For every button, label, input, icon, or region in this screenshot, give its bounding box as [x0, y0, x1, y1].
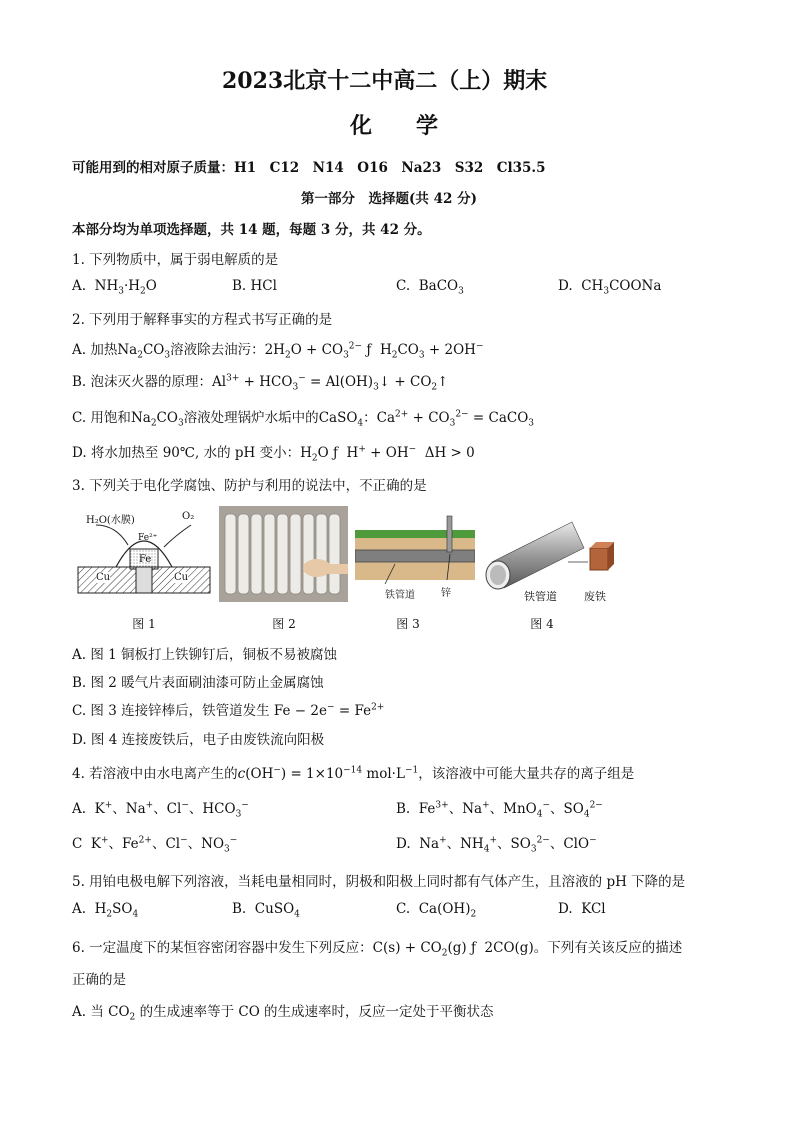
- figure-1-o2-label: O₂: [182, 511, 195, 522]
- q2-option-c: C. 用饱和$Na_2CO_3$溶液处理锅炉水垢中的CaSO$_4$：$Ca^{2+} + CO_3^{2-}$ = CaCO$_3$: [72, 409, 535, 429]
- q1-option-b: B. HCl: [232, 278, 277, 294]
- figure-3: [355, 506, 475, 602]
- q2-option-d: D. 将水加热至 90℃, 水的 pH 变小：$H_2O$ ƒ H+ + OH− ΔH > 0: [72, 444, 475, 464]
- figure-2-caption: 图 2: [272, 617, 296, 631]
- atomic-masses: 可能用到的相对原子质量：H1 C12 N14 O16 Na23 S32 Cl35.5: [72, 160, 546, 176]
- q3-option-b: B. 图 2 暖气片表面刷油漆可防止金属腐蚀: [72, 675, 324, 691]
- figure-1-caption: 图 1: [132, 617, 156, 631]
- q2-option-b: B. 泡沫灭火器的原理：$Al^{3+} + HCO_3^-$ = $Al(OH)_3↓$ + $CO_2↑$: [72, 373, 449, 393]
- figure-1-fe-ion-label: Fe²⁺: [138, 533, 158, 543]
- figure-4-caption: 图 4: [530, 617, 554, 631]
- figure-1-cu-right-label: Cu: [174, 572, 189, 583]
- q2-option-a: A. 加热$Na_2CO_3$溶液除去油污：$2H_2O + CO_3^{2-}$ ƒ $H_2CO_3 + 2OH^-$: [72, 341, 484, 361]
- figure-2-radiator: [219, 506, 348, 602]
- q3-stem: 3. 下列关于电化学腐蚀、防护与利用的说法中，不正确的是: [72, 478, 427, 494]
- figure-4: [484, 510, 614, 602]
- q4-option-c: C K+、$Fe^{2+}$、Cl−、$NO_3^-$: [72, 835, 238, 855]
- figure-3-zinc-label: 锌: [441, 588, 451, 599]
- q6-stem-line2: 正确的是: [72, 972, 126, 988]
- q6-option-a: A. 当 $CO_2$ 的生成速率等于 CO 的生成速率时，反应一定处于平衡状态: [72, 1004, 494, 1023]
- figure-1-water-label: H₂O(水膜): [86, 515, 135, 526]
- q4-option-a: A. K+、Na+、Cl−、$HCO_3^-$: [72, 800, 249, 820]
- figure-3-caption: 图 3: [396, 617, 420, 631]
- q5-option-d: D. KCl: [558, 901, 606, 917]
- q5-option-c: C. $Ca(OH)_2$: [396, 901, 477, 920]
- figure-3-pipe-label: 铁管道: [385, 590, 415, 601]
- figure-1: [76, 505, 212, 597]
- q1-option-d: D. $CH_3COONa$: [558, 278, 662, 297]
- q4-stem: 4. 若溶液中由水电离产生的$c(OH^-) = 1\times 10^{-14}$ $mol\cdot L^{-1}$，该溶液中可能大量共存的离子组是: [72, 765, 635, 782]
- q1-option-a: A. $NH_3\cdot H_2O$: [72, 278, 157, 297]
- q3-option-d: D. 图 4 连接废铁后，电子由废铁流向阳极: [72, 732, 325, 748]
- q1-stem: 1. 下列物质中，属于弱电解质的是: [72, 252, 279, 268]
- subject-title: 化 学: [350, 113, 439, 139]
- q5-option-a: A. $H_2SO_4$: [72, 901, 139, 920]
- figure-2: [219, 506, 348, 602]
- part-title: 第一部分 选择题(共 42 分): [301, 191, 477, 207]
- figure-3-diagram: [355, 506, 475, 602]
- q4-option-d: D. Na+、$NH_4^+$、$SO_3^{2-}$、ClO−: [396, 835, 597, 855]
- q5-stem: 5. 用铂电极电解下列溶液，当耗电量相同时，阴极和阳极上同时都有气体产生，且溶液的 pH 下降的是: [72, 874, 686, 890]
- q1-option-c: C. BaCO$_3$: [396, 278, 464, 297]
- q6-stem: 6. 一定温度下的某恒容密闭容器中发生下列反应：$C(s) + CO_2(g)$ ƒ 2CO(g)。下列有关该反应的描述: [72, 940, 683, 959]
- q5-option-b: B. CuSO$_4$: [232, 901, 300, 920]
- q3-option-c: C. 图 3 连接锌棒后，铁管道发生 $Fe - 2e^- = Fe^{2+}$: [72, 702, 385, 719]
- figure-4-scrap-label: 废铁: [584, 590, 606, 602]
- page-title: 2023北京十二中高二（上）期末: [222, 68, 548, 94]
- q4-option-b: B. $Fe^{3+}$、Na+、MnO$_4$−、$SO_4^{2-}$: [396, 800, 603, 820]
- figure-1-cu-left-label: Cu: [96, 572, 111, 583]
- figure-1-fe-label: Fe: [139, 554, 152, 565]
- part-note: 本部分均为单项选择题，共 14 题，每题 3 分，共 42 分。: [72, 222, 431, 238]
- q2-stem: 2. 下列用于解释事实的方程式书写正确的是: [72, 312, 333, 328]
- q3-option-a: A. 图 1 铜板打上铁铆钉后，铜板不易被腐蚀: [72, 647, 338, 663]
- figure-4-pipe-label: 铁管道: [524, 590, 557, 602]
